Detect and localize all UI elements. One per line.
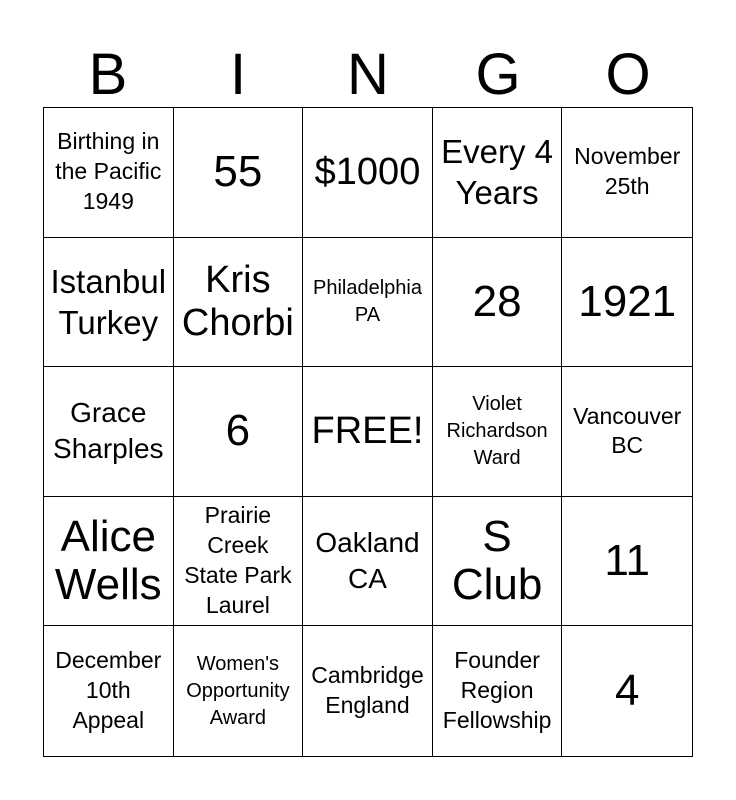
bingo-cell[interactable]: 4	[614, 666, 640, 715]
bingo-cell[interactable]: Alice Wells	[44, 497, 174, 627]
bingo-cell[interactable]: 11	[562, 497, 692, 627]
bingo-header	[43, 44, 693, 106]
bingo-cell[interactable]: Oakland CA	[303, 497, 433, 627]
bingo-cell[interactable]: Grace Sharples	[44, 367, 174, 497]
header-letter-n: N	[347, 42, 389, 107]
bingo-cell[interactable]: December 10th Appeal	[44, 626, 174, 756]
bingo-cell[interactable]: $1000	[303, 108, 433, 238]
bingo-cell[interactable]: Istanbul Turkey	[44, 238, 174, 368]
header-letter-b: B	[88, 42, 128, 107]
bingo-cell[interactable]: 55	[174, 108, 304, 238]
bingo-board	[43, 107, 693, 757]
bingo-cell[interactable]: Philadelphia PA	[303, 238, 433, 368]
header-letter-g: G	[475, 42, 521, 107]
bingo-cell[interactable]: Kris Chorbi	[174, 238, 304, 368]
bingo-cell[interactable]: Prairie Creek State Park Laurel	[174, 497, 304, 627]
bingo-cell[interactable]: Vancouver BC	[562, 367, 692, 497]
bingo-cell[interactable]: Women's Opportunity Award	[174, 626, 304, 756]
bingo-cell[interactable]: 6	[174, 367, 304, 497]
bingo-cell[interactable]: Cambridge England	[303, 626, 433, 756]
bingo-cell[interactable]: November 25th	[562, 108, 692, 238]
header-letter-o: O	[605, 42, 651, 107]
bingo-cell[interactable]: Founder Region Fellowship	[433, 626, 563, 756]
bingo-cell[interactable]: Every 4 Years	[433, 108, 563, 238]
bingo-cell[interactable]: S Club	[433, 497, 563, 627]
bingo-cell[interactable]: 28	[433, 238, 563, 368]
bingo-cell[interactable]: Violet Richardson Ward	[433, 367, 563, 497]
header-letter-i: I	[229, 42, 247, 107]
bingo-cell free-space[interactable]: FREE!	[303, 367, 433, 497]
bingo-cell[interactable]: Birthing in the Pacific 1949	[44, 108, 174, 238]
bingo-cell[interactable]: 1921	[562, 238, 692, 368]
